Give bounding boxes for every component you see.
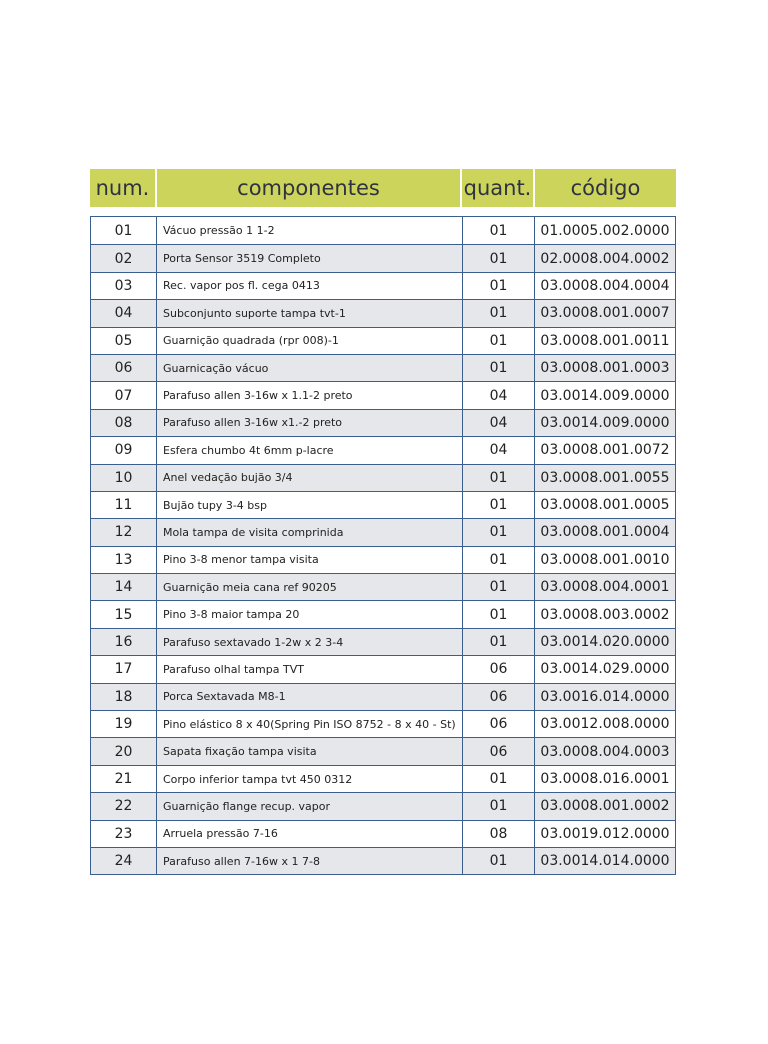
row-componente: Parafuso olhal tampa TVT xyxy=(156,656,462,682)
table-row xyxy=(91,628,675,655)
row-componente: Porta Sensor 3519 Completo xyxy=(156,245,462,271)
row-componente: Porca Sextavada M8-1 xyxy=(156,684,462,710)
row-num: 09 xyxy=(114,442,133,459)
row-codigo: 03.0012.008.0000 xyxy=(534,711,675,737)
table-row xyxy=(91,573,675,600)
row-quant: 08 xyxy=(462,821,534,847)
row-componente: Guarnição quadrada (rpr 008)-1 xyxy=(156,328,462,354)
row-componente: Rec. vapor pos fl. cega 0413 xyxy=(156,273,462,299)
row-codigo: 03.0008.003.0002 xyxy=(534,601,675,627)
header-quant: quant. xyxy=(462,169,533,207)
parts-list xyxy=(90,169,676,875)
table-header xyxy=(90,169,676,207)
row-componente: Mola tampa de visita comprinida xyxy=(156,519,462,545)
row-codigo: 03.0008.001.0055 xyxy=(534,465,675,491)
row-quant: 06 xyxy=(462,738,534,764)
row-quant: 01 xyxy=(462,519,534,545)
row-num: 07 xyxy=(114,387,133,404)
table-row xyxy=(91,244,675,271)
row-quant: 01 xyxy=(462,766,534,792)
row-quant: 01 xyxy=(462,629,534,655)
row-num: 10 xyxy=(114,469,133,486)
row-codigo: 03.0016.014.0000 xyxy=(534,684,675,710)
row-num: 20 xyxy=(114,743,133,760)
table-row xyxy=(91,765,675,792)
table-row xyxy=(91,272,675,299)
row-num: 04 xyxy=(114,305,133,322)
row-num: 19 xyxy=(114,716,133,733)
row-codigo: 03.0008.001.0003 xyxy=(534,355,675,381)
table-row xyxy=(91,217,675,244)
table-row xyxy=(91,683,675,710)
row-codigo: 03.0008.004.0003 xyxy=(534,738,675,764)
row-num: 16 xyxy=(114,634,133,651)
row-codigo: 03.0014.009.0000 xyxy=(534,382,675,408)
row-num: 02 xyxy=(114,250,133,267)
table-row xyxy=(91,518,675,545)
row-quant: 04 xyxy=(462,382,534,408)
row-quant: 06 xyxy=(462,656,534,682)
row-quant: 04 xyxy=(462,410,534,436)
row-quant: 01 xyxy=(462,273,534,299)
row-num: 01 xyxy=(114,222,133,239)
row-componente: Guarnição meia cana ref 90205 xyxy=(156,574,462,600)
row-codigo: 03.0008.001.0011 xyxy=(534,328,675,354)
row-quant: 06 xyxy=(462,711,534,737)
row-quant: 01 xyxy=(462,492,534,518)
row-codigo: 03.0019.012.0000 xyxy=(534,821,675,847)
table-row xyxy=(91,546,675,573)
table-row xyxy=(91,409,675,436)
row-quant: 01 xyxy=(462,300,534,326)
row-codigo: 03.0014.020.0000 xyxy=(534,629,675,655)
row-codigo: 03.0014.009.0000 xyxy=(534,410,675,436)
row-num: 18 xyxy=(114,688,133,705)
table-row xyxy=(91,354,675,381)
row-num: 21 xyxy=(114,771,133,787)
row-num: 17 xyxy=(114,661,133,678)
table-row xyxy=(91,299,675,326)
parts-table xyxy=(90,216,676,875)
row-quant: 01 xyxy=(462,574,534,600)
table-row xyxy=(91,327,675,354)
row-componente: Sapata fixação tampa visita xyxy=(156,738,462,764)
row-num: 13 xyxy=(114,551,133,568)
row-codigo: 02.0008.004.0002 xyxy=(534,245,675,271)
row-codigo: 03.0014.029.0000 xyxy=(534,656,675,682)
row-num: 24 xyxy=(114,853,133,870)
row-num: 14 xyxy=(114,579,133,596)
table-row xyxy=(91,464,675,491)
row-componente: Parafuso allen 3-16w x1.-2 preto xyxy=(156,410,462,436)
row-codigo: 03.0014.014.0000 xyxy=(534,848,675,874)
row-componente: Guarnicação vácuo xyxy=(156,355,462,381)
row-componente: Corpo inferior tampa tvt 450 0312 xyxy=(156,766,462,792)
row-componente: Pino 3-8 maior tampa 20 xyxy=(156,601,462,627)
table-row xyxy=(91,820,675,847)
row-quant: 01 xyxy=(462,547,534,573)
row-quant: 01 xyxy=(462,465,534,491)
row-componente: Guarnição flange recup. vapor xyxy=(156,793,462,819)
row-num: 15 xyxy=(114,606,133,623)
row-quant: 06 xyxy=(462,684,534,710)
table-row xyxy=(91,600,675,627)
row-quant: 01 xyxy=(462,355,534,381)
row-quant: 01 xyxy=(462,217,534,244)
row-codigo: 03.0008.001.0002 xyxy=(534,793,675,819)
row-codigo: 01.0005.002.0000 xyxy=(534,217,675,244)
row-num: 08 xyxy=(114,414,133,431)
row-componente: Arruela pressão 7-16 xyxy=(156,821,462,847)
row-quant: 01 xyxy=(462,245,534,271)
row-codigo: 03.0008.001.0005 xyxy=(534,492,675,518)
header-num: num. xyxy=(90,169,155,207)
row-codigo: 03.0008.016.0001 xyxy=(534,766,675,792)
row-num: 06 xyxy=(114,360,133,377)
table-row xyxy=(91,847,675,874)
row-quant: 04 xyxy=(462,437,534,463)
row-num: 12 xyxy=(114,524,133,541)
table-row xyxy=(91,792,675,819)
table-row xyxy=(91,381,675,408)
row-componente: Bujão tupy 3-4 bsp xyxy=(156,492,462,518)
table-row xyxy=(91,655,675,682)
row-quant: 01 xyxy=(462,793,534,819)
row-componente: Anel vedação bujão 3/4 xyxy=(156,465,462,491)
row-componente: Parafuso allen 7-16w x 1 7-8 xyxy=(156,848,462,874)
row-componente: Parafuso allen 3-16w x 1.1-2 preto xyxy=(156,382,462,408)
row-num: 05 xyxy=(114,332,133,349)
row-num: 22 xyxy=(114,798,133,815)
row-codigo: 03.0008.004.0004 xyxy=(534,273,675,299)
table-row xyxy=(91,436,675,463)
row-componente: Pino elástico 8 x 40(Spring Pin ISO 8752 - 8 x 40 - St) xyxy=(156,711,462,737)
row-num: 11 xyxy=(114,497,133,514)
header-codigo: código xyxy=(535,169,676,207)
header-componentes: componentes xyxy=(157,169,460,207)
table-row xyxy=(91,710,675,737)
row-quant: 01 xyxy=(462,328,534,354)
row-codigo: 03.0008.001.0007 xyxy=(534,300,675,326)
row-num: 23 xyxy=(114,825,133,842)
row-quant: 01 xyxy=(462,601,534,627)
row-componente: Parafuso sextavado 1-2w x 2 3-4 xyxy=(156,629,462,655)
table-row xyxy=(91,737,675,764)
row-componente: Vácuo pressão 1 1-2 xyxy=(156,217,462,244)
table-row xyxy=(91,491,675,518)
row-codigo: 03.0008.001.0072 xyxy=(534,437,675,463)
row-num: 03 xyxy=(114,277,133,294)
row-componente: Pino 3-8 menor tampa visita xyxy=(156,547,462,573)
row-codigo: 03.0008.001.0004 xyxy=(534,519,675,545)
row-quant: 01 xyxy=(462,848,534,874)
row-codigo: 03.0008.004.0001 xyxy=(534,574,675,600)
row-codigo: 03.0008.001.0010 xyxy=(534,547,675,573)
row-componente: Subconjunto suporte tampa tvt-1 xyxy=(156,300,462,326)
row-componente: Esfera chumbo 4t 6mm p-lacre xyxy=(156,437,462,463)
